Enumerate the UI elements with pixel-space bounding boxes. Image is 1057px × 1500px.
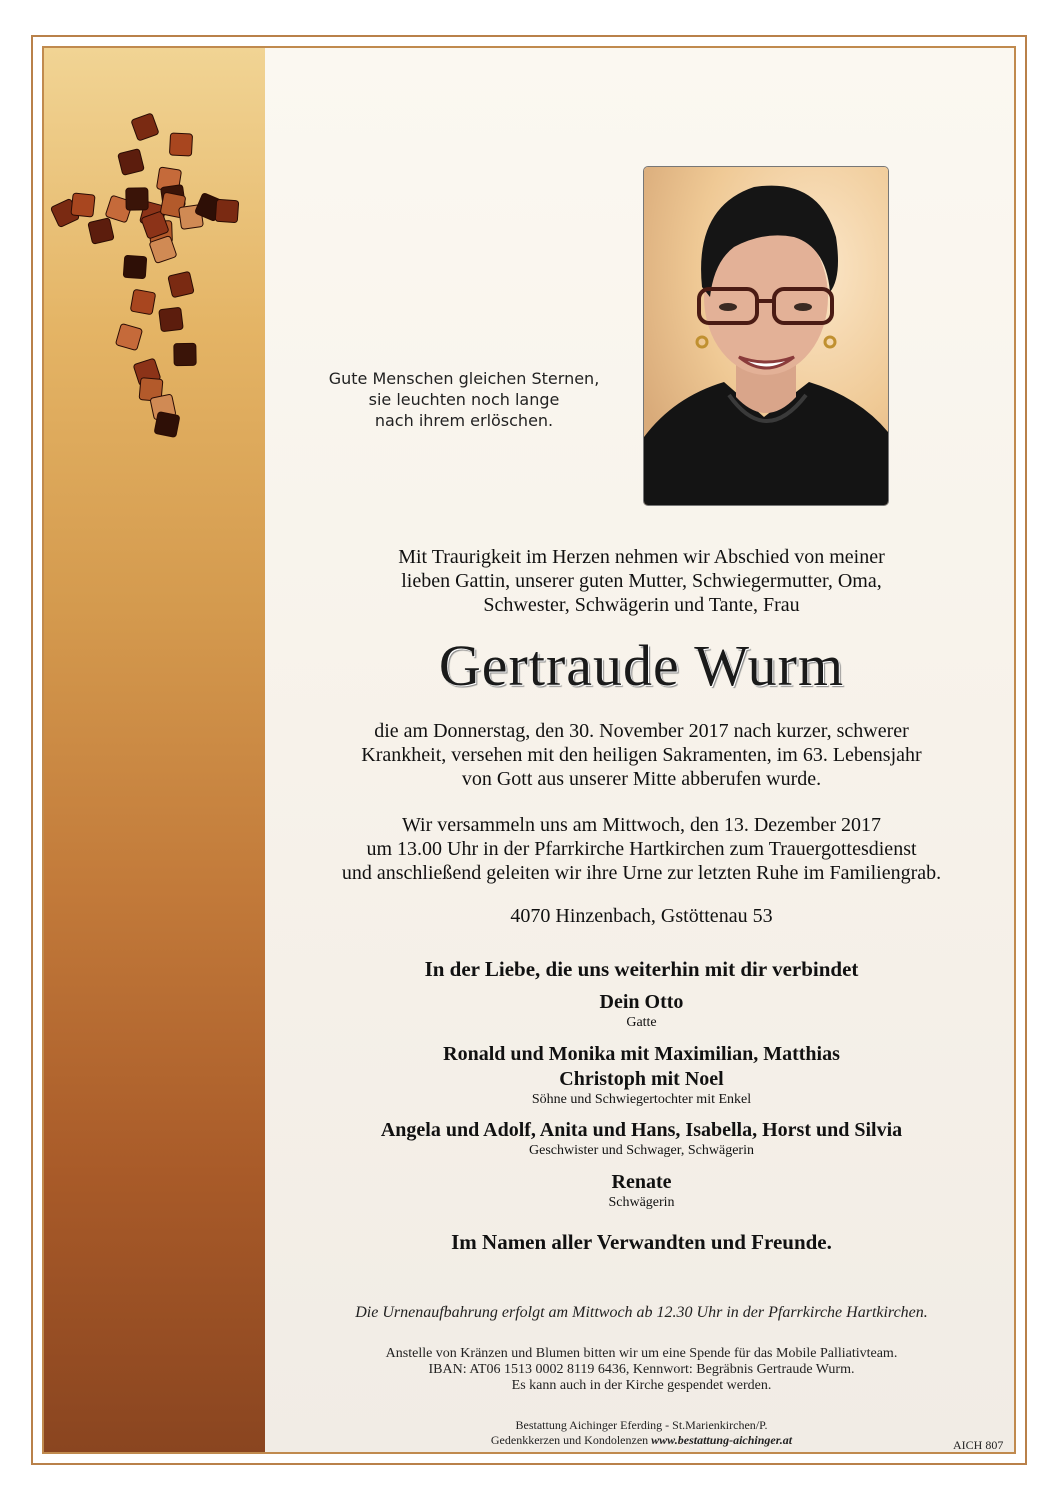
donation-line: IBAN: AT06 1513 0002 8119 6436, Kennwort: Begräbnis Gertraude Wurm. xyxy=(428,1362,855,1377)
mosaic-tile xyxy=(88,218,114,244)
closing-line: Im Namen aller Verwandten und Freunde. xyxy=(451,1230,832,1254)
death-notice-line: die am Donnerstag, den 30. November 2017 nach kurzer, schwerer xyxy=(374,720,909,742)
mourning-motto: In der Liebe, die uns weiterhin mit dir verbindet xyxy=(424,957,859,981)
donation-request xyxy=(265,1346,1016,1394)
intro-line: Mit Traurigkeit im Herzen nehmen wir Abschied von meiner xyxy=(398,546,885,568)
mourner-group xyxy=(265,1042,1016,1108)
mourner-names: Ronald und Monika mit Maximilian, Matthias xyxy=(443,1043,840,1065)
mosaic-tile xyxy=(168,271,194,297)
quote-line: sie leuchten noch lange xyxy=(368,390,560,409)
viewing-note: Die Urnenaufbahrung erfolgt am Mittwoch ab 12.30 Uhr in der Pfarrkirche Hartkirchen. xyxy=(355,1304,928,1321)
reference-code: AICH 807 xyxy=(953,1438,1004,1452)
funeral-home-info xyxy=(265,1418,1016,1448)
donation-line: Es kann auch in der Kirche gespendet werden. xyxy=(511,1378,772,1393)
mosaic-tile xyxy=(115,323,142,350)
mosaic-tile xyxy=(130,289,155,314)
decorative-side-band xyxy=(44,48,265,1452)
website-link[interactable]: www.bestattung-aichinger.at xyxy=(651,1433,793,1447)
mosaic-tile xyxy=(71,193,95,217)
quote-line: Gute Menschen gleichen Sternen, xyxy=(328,369,600,388)
inner-frame xyxy=(42,46,1016,1454)
mourner-relation: Söhne und Schwiegertochter mit Enkel xyxy=(531,1092,752,1107)
condolence-line xyxy=(265,1433,1016,1448)
mosaic-cross-icon xyxy=(44,108,265,448)
mosaic-tile xyxy=(159,307,184,332)
mourner-group xyxy=(265,1170,1016,1211)
mosaic-tile xyxy=(118,149,145,176)
intro-text xyxy=(265,545,1016,617)
portrait-photo xyxy=(643,166,889,506)
death-notice-line: Krankheit, versehen mit den heiligen Sakramenten, im 63. Lebensjahr xyxy=(361,744,922,766)
mourner-group xyxy=(265,1118,1016,1159)
service-line: Wir versammeln uns am Mittwoch, den 13. Dezember 2017 xyxy=(401,814,882,836)
service-details xyxy=(265,813,1016,885)
mosaic-tile xyxy=(169,133,192,156)
mourner-relation: Geschwister und Schwager, Schwägerin xyxy=(529,1143,754,1158)
mosaic-tile xyxy=(126,188,148,210)
mosaic-tile xyxy=(123,255,146,278)
intro-line: lieben Gattin, unserer guten Mutter, Schwiegermutter, Oma, xyxy=(401,570,882,592)
death-notice xyxy=(265,719,1016,791)
deceased-name: Gertraude Wurm xyxy=(438,633,845,698)
intro-line: Schwester, Schwägerin und Tante, Frau xyxy=(483,594,800,616)
mourner-group xyxy=(265,990,1016,1031)
mourner-names: Angela und Adolf, Anita und Hans, Isabella, Horst und Silvia xyxy=(380,1119,903,1141)
condolence-prefix: Gedenkkerzen und Kondolenzen xyxy=(490,1433,652,1447)
mourner-relation: Schwägerin xyxy=(608,1195,675,1210)
mosaic-tile xyxy=(131,113,159,141)
memorial-quote xyxy=(299,368,629,431)
mourner-relation: Gatte xyxy=(626,1015,657,1030)
mourner-names: Renate xyxy=(611,1171,672,1193)
mourner-names: Christoph mit Noel xyxy=(559,1068,724,1090)
quote-line: nach ihrem erlöschen. xyxy=(374,411,554,430)
mourner-names: Dein Otto xyxy=(599,991,684,1013)
mosaic-tile xyxy=(215,199,238,222)
service-line: um 13.00 Uhr in der Pfarrkirche Hartkirchen zum Trauergottesdienst xyxy=(366,838,917,860)
donation-line: Anstelle von Kränzen und Blumen bitten wir um eine Spende für das Mobile Palliativteam. xyxy=(385,1346,898,1361)
mosaic-tile xyxy=(174,343,196,365)
family-address: 4070 Hinzenbach, Gstöttenau 53 xyxy=(510,905,773,927)
service-line: und anschließend geleiten wir ihre Urne zur letzten Ruhe im Familiengrab. xyxy=(341,862,942,884)
mosaic-tile xyxy=(154,412,180,438)
death-notice-line: von Gott aus unserer Mitte abberufen wurde. xyxy=(461,768,822,790)
funeral-home-name: Bestattung Aichinger Eferding - St.Marienkirchen/P. xyxy=(515,1418,768,1432)
